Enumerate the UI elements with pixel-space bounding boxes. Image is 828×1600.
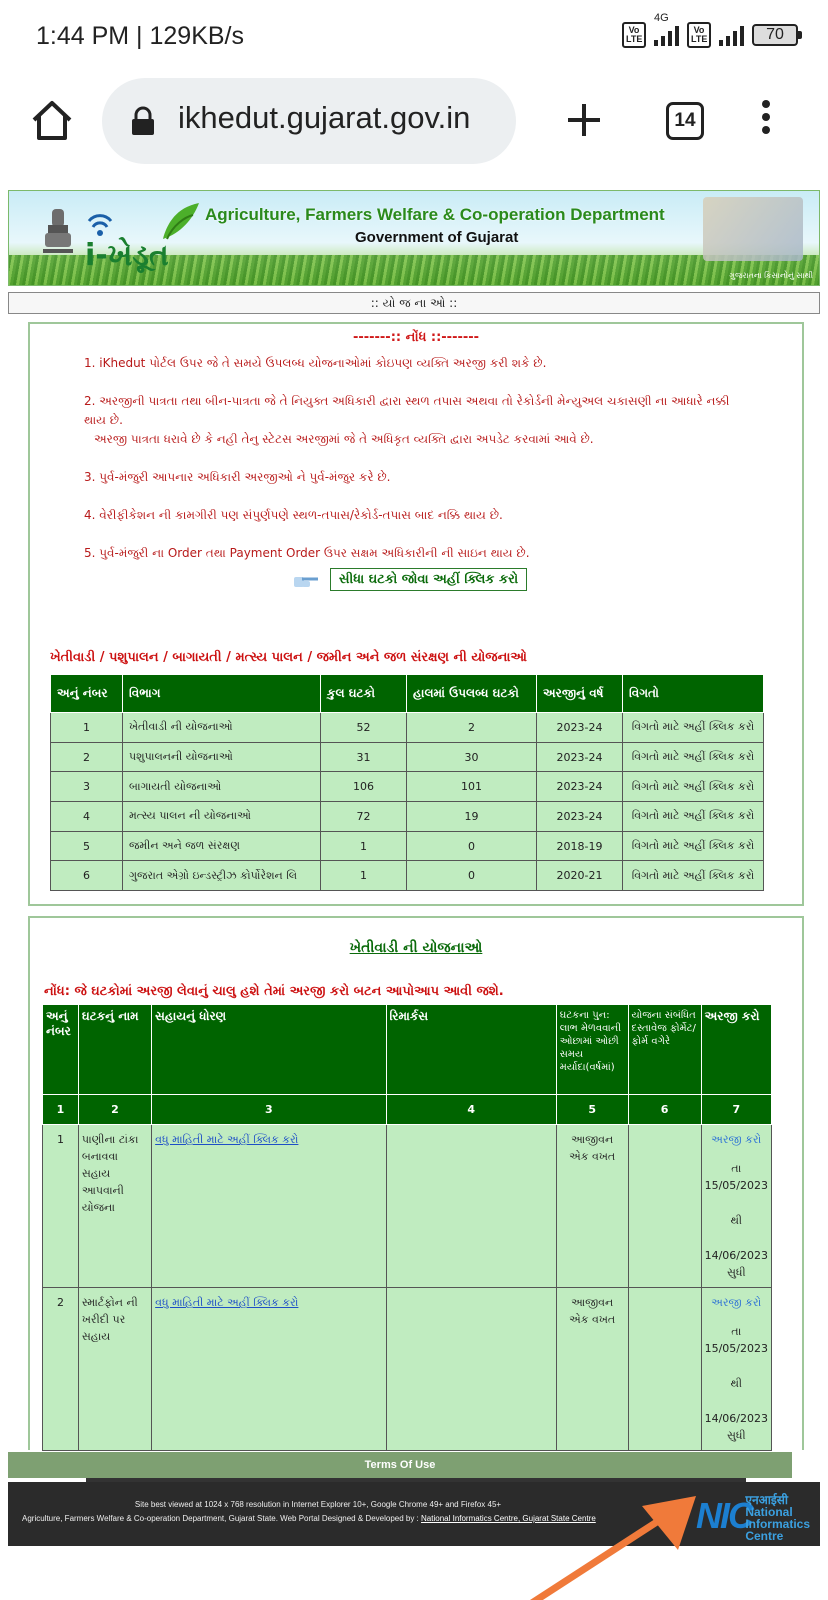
col-header-dept: વિભાગ [123,675,321,713]
cell-dept: ગુજરાત એગ્રો ઇન્ડસ્ટ્રીઝ કોર્પોરેશન લિ [123,861,321,891]
ikhedut-logo [81,199,201,275]
terms-of-use-link[interactable]: Terms Of Use [8,1452,792,1478]
col-header-documents: યોજના સંબંધિત દસ્તાવેજ ફોર્મેટ/ ફોર્મ વગેરે [628,1005,701,1095]
table-row [51,831,764,861]
notice-item-1: 1. iKhedut પોર્ટલ ઉપર જે તે સમયે ઉપલબ્ધ યોજનાઓમાં કોઇપણ વ્યક્તિ અરજી કરી શકે છે. [84,356,547,370]
notice-item-3: 3. પુર્વ-મંજુરી આપનાર અધિકારી અરજીઓ ને પુર્વ-મંજુર કરે છે. [84,470,391,484]
notice-item-4: 4. વેરીફીકેશન ની કામગીરી પણ સંપુર્ણપણે સ્થળ-તપાસ/રેકોર્ડ-તપાસ બાદ નક્કિ થાય છે. [84,508,503,522]
site-banner [8,190,820,286]
cell-year: 2023-24 [537,802,623,832]
cell-available: 2 [407,713,537,743]
battery-icon: 70 [752,24,798,46]
status-icons [622,12,798,48]
nic-name-3: Centre [745,1529,784,1543]
details-link[interactable]: વિગતો માટે અહીં ક્લિક કરો [623,742,764,772]
address-bar[interactable] [102,78,516,164]
notice-title: -------:: નોંધ ::------- [352,330,480,345]
col-header-no: અનું નંબર [51,675,123,713]
col-header-assistance: સહાયનું ધોરણ [152,1005,386,1095]
column-number: 3 [152,1095,386,1125]
date-from: 15/05/2023 [704,1179,768,1192]
table-row [51,742,764,772]
cell-documents [628,1125,701,1288]
logo-text: i-ખેડૂત [85,238,169,273]
date-to-label: થી [730,1377,743,1390]
date-to-label: થી [730,1214,743,1227]
nic-name-2: Informatics [745,1517,810,1531]
cell-available: 101 [407,772,537,802]
cell-scheme-name: સ્માર્ટફોન ની ખરીદી પર સહાય [78,1288,151,1451]
notice-item-5: 5. પુર્વ-મંજુરી ના Order તથા Payment Order ઉપર સક્ષમ અધિકારીની ની સાઇન થાય છે. [84,546,530,560]
col-header-remarks: રિમાર્કસ [386,1005,556,1095]
total-components-link[interactable]: 52 [321,713,407,743]
total-components-link[interactable]: 72 [321,802,407,832]
cell-no: 1 [51,713,123,743]
cell-available: 0 [407,861,537,891]
cell-no: 2 [51,742,123,772]
notice-item-2: 2. અરજીની પાત્રતા તથા બીન-પાત્રતા જે તે નિયુક્ત અધિકારી દ્વારા સ્થળ તપાસ અથવા તો રેકોર્ડની મેન્યુઅલ ચકાસણી ના આધારે નક્કી થાય છે. [84,394,730,427]
direct-components-row [292,568,527,591]
total-components-link[interactable]: 31 [321,742,407,772]
column-number: 5 [556,1095,628,1125]
tab-switcher-button[interactable]: 14 [666,102,704,140]
details-link[interactable]: વિગતો માટે અહીં ક્લિક કરો [623,831,764,861]
details-link[interactable]: વિગતો માટે અહીં ક્લિક કરો [623,802,764,832]
table-row [43,1288,772,1451]
department-title: Agriculture, Farmers Welfare & Co-operation Department [205,205,665,224]
cell-time-limit: આજીવન એક વખત [556,1288,628,1451]
cell-year: 2023-24 [537,742,623,772]
more-menu-icon[interactable] [760,100,772,140]
nic-name-1: National [745,1505,793,1519]
details-link[interactable]: વિગતો માટે અહીં ક્લિક કરો [623,772,764,802]
section2-title: ખેતીવાડી ની યોજનાઓ [349,940,483,956]
annotation-arrow-icon [446,1486,716,1600]
departments-table [50,674,764,891]
nic-name [745,1494,810,1542]
table-header-row [51,675,764,713]
web-page [6,184,822,1600]
cell-documents [628,1288,701,1451]
details-link[interactable]: વિગતો માટે અહીં ક્લિક કરો [623,713,764,743]
cell-scheme-name: પાણીના ટાંકા બનાવવા સહાય આપવાની યોજના [78,1125,151,1288]
cell-assistance [152,1125,386,1288]
schemes-table [42,1004,772,1451]
column-number: 4 [386,1095,556,1125]
more-info-link[interactable]: વધુ માહિતી માટે અહીં ક્લિક કરો [155,1296,299,1309]
cell-dept: મત્સ્ય પાલન ની યોજનાઓ [123,802,321,832]
col-header-available: હાલમાં ઉપલબ્ધ ઘટકો [407,675,537,713]
footer-browser-note: Site best viewed at 1024 x 768 resolution in Internet Explorer 10+, Google Chrome 49+ and Firefox 45+ [134,1500,502,1509]
date-until: સુધી [726,1429,746,1442]
cell-remarks [386,1125,556,1288]
new-tab-icon[interactable] [566,102,602,138]
cell-dept: પશુપાલનની યોજનાઓ [123,742,321,772]
footer-dept: Agriculture, Farmers Welfare & Co-operation Department, Gujarat State. Web Portal Designed & Developed by : [22,1514,419,1523]
cell-year: 2018-19 [537,831,623,861]
cell-assistance [152,1288,386,1451]
date-from-label: તા [731,1325,742,1338]
cell-dept: જમીન અને જળ સંરક્ષણ [123,831,321,861]
lock-icon [130,106,156,136]
volte-icon: Vo LTE [622,22,646,48]
col-header-name: ઘટકનું નામ [78,1005,151,1095]
cell-no: 2 [43,1288,79,1451]
total-components-link[interactable]: 1 [321,831,407,861]
apply-link[interactable]: અરજી કરો [711,1133,762,1146]
cell-no: 5 [51,831,123,861]
cell-year: 2020-21 [537,861,623,891]
cell-year: 2023-24 [537,713,623,743]
date-from: 15/05/2023 [704,1342,768,1355]
column-number: 7 [701,1095,771,1125]
cell-year: 2023-24 [537,772,623,802]
nic-logo: NIC [696,1495,752,1536]
section2-note: નોંધ: જે ઘટકોમાં અરજી લેવાનું ચાલુ હશે તેમાં અરજી કરો બટન આપોઆપ આવી જશે. [44,984,504,999]
cell-apply [701,1125,771,1288]
schemes-bar: :: યો જ ના ઓ :: [8,292,820,314]
table-header-row [43,1005,772,1095]
cell-no: 6 [51,861,123,891]
cell-no: 3 [51,772,123,802]
cell-no: 4 [51,802,123,832]
cell-time-limit: આજીવન એક વખત [556,1125,628,1288]
cell-no: 1 [43,1125,79,1288]
column-number: 6 [628,1095,701,1125]
cell-dept: ખેતીવાડી ની યોજનાઓ [123,713,321,743]
banner-tagline: ગુજરાતના કિસાનોનું સાથી [729,271,813,280]
table-row [43,1125,772,1288]
pointing-hand-icon [292,571,320,589]
nic-hindi: एनआईसी [745,1493,788,1507]
date-to: 14/06/2023 [704,1412,768,1425]
table-row [51,772,764,802]
more-info-link[interactable]: વધુ માહિતી માટે અહીં ક્લિક કરો [155,1133,299,1146]
network-type-label: 4G [654,12,669,24]
total-components-link[interactable]: 106 [321,772,407,802]
home-icon[interactable] [30,98,74,142]
date-from-label: તા [731,1162,742,1175]
cell-available: 30 [407,742,537,772]
details-link[interactable]: વિગતો માટે અહીં ક્લિક કરો [623,861,764,891]
column-number-row [43,1095,772,1125]
date-until: સુધી [726,1266,746,1279]
status-time: 1:44 PM | 129KB/s [36,22,244,50]
cell-apply [701,1288,771,1451]
col-header-no: અનું નંબર [43,1005,79,1095]
nic-link[interactable]: National Informatics Centre, Gujarat State Centre [421,1514,596,1523]
table-row [51,713,764,743]
col-header-apply: અરજી કરો [701,1005,771,1095]
table-row [51,861,764,891]
government-title: Government of Gujarat [355,229,519,246]
date-to: 14/06/2023 [704,1249,768,1262]
status-bar [0,0,828,72]
signal-icon [654,12,679,46]
table-row [51,802,764,832]
direct-components-button[interactable]: સીધા ઘટકો જોવા અહીં ક્લિક કરો [330,568,527,591]
apply-link[interactable]: અરજી કરો [711,1296,762,1309]
volte-icon-2: Vo LTE [687,22,711,48]
state-emblem-icon [39,205,77,265]
notice-item-2b: અરજી પાત્રતા ધરાવે છે કે નહી તેનુ સ્ટેટસ અરજીમાં જે તે અધિકૃત વ્યક્તિ દ્વારા અપડેટ કરવામાં આવે છે. [94,432,594,446]
column-number: 2 [78,1095,151,1125]
section1-title: ખેતીવાડી / પશુપાલન / બાગાયતી / મત્સ્ય પાલન / જમીન અને જળ સંરક્ષણ ની યોજનાઓ [50,650,527,665]
cell-available: 19 [407,802,537,832]
cell-available: 0 [407,831,537,861]
col-header-details: વિગતો [623,675,764,713]
browser-toolbar [0,72,828,176]
banner-photos [703,197,803,261]
cell-dept: બાગાયતી યોજનાઓ [123,772,321,802]
url-text: ikhedut.gujarat.gov.in [178,100,471,135]
column-number: 1 [43,1095,79,1125]
signal-icon-2 [719,24,744,46]
col-header-time-limit: ઘટકના પુન: લાભ મેળવવાની ઓછામાં ઓછી સમય મર્યાદા(વર્ષમાં) [556,1005,628,1095]
col-header-year: અરજીનું વર્ષ [537,675,623,713]
cell-remarks [386,1288,556,1451]
col-header-total: કુલ ઘટકો [321,675,407,713]
total-components-link[interactable]: 1 [321,861,407,891]
